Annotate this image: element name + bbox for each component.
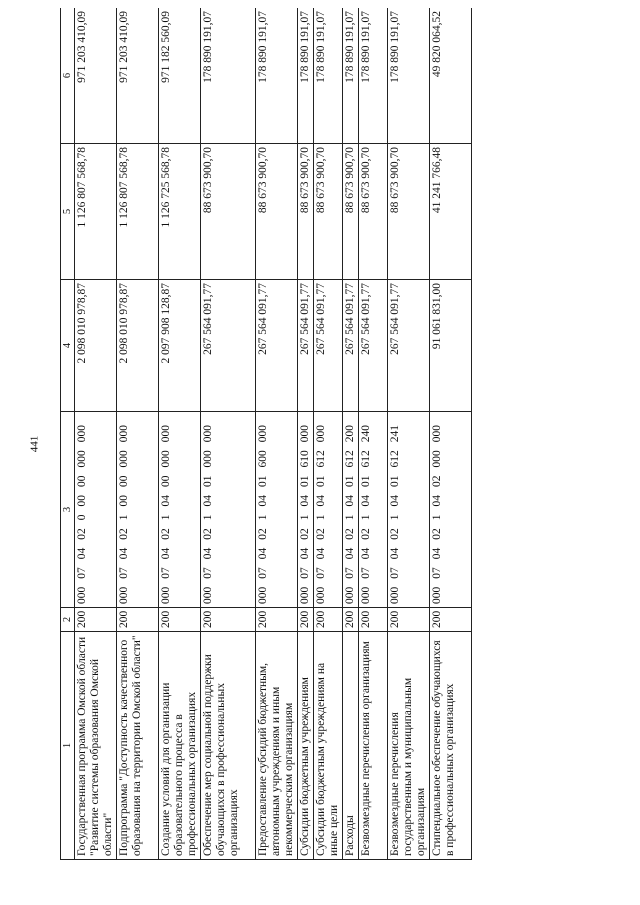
table-row (201, 8, 256, 860)
code-segment: 612 (360, 450, 372, 468)
code-segment: 000 (299, 425, 311, 443)
code-segment: 02 (389, 528, 401, 540)
code-segment: 000 (76, 425, 88, 443)
row-amount-col-4: 2 098 010 978,87 (75, 280, 117, 412)
row-classification-code-cell (75, 412, 117, 608)
table-row (359, 8, 388, 860)
page-number: 441 (28, 435, 41, 453)
row-amount-col-4: 267 564 091,77 (359, 280, 388, 412)
code-segment: 000 (118, 450, 130, 468)
code-segment: 07 (344, 567, 356, 579)
code-segment: 000 (344, 586, 356, 604)
code-segment: 01 (360, 475, 372, 487)
code-segment: 01 (257, 475, 269, 487)
header-col-2: 2 (61, 608, 75, 632)
row-amount-col-6: 971 203 410,09 (75, 8, 117, 144)
row-amount-col-6: 178 890 191,07 (388, 8, 430, 144)
row-amount-col-6: 971 203 410,09 (117, 8, 159, 144)
row-name-cell: Субсидии бюджетным учреждениям (298, 632, 314, 860)
row-name-cell: Расходы (343, 632, 359, 860)
row-amount-col-5: 88 673 900,70 (201, 144, 256, 280)
row-classification-code-cell (298, 412, 314, 608)
rotated-page-area (60, 8, 625, 860)
code-segment: 02 (315, 528, 327, 540)
row-amount-col-5: 1 126 807 568,78 (75, 144, 117, 280)
row-amount-col-6: 178 890 191,07 (256, 8, 298, 144)
code-segment: 02 (76, 528, 88, 540)
row-classification-code-cell (117, 412, 159, 608)
row-amount-col-6: 178 890 191,07 (343, 8, 359, 144)
code-segment: 01 (299, 475, 311, 487)
row-admin-code-cell: 200 (75, 608, 117, 632)
header-col-1: 1 (61, 632, 75, 860)
row-name-cell: Безвозмездные перечисления государственным и муниципальным организациям (388, 632, 430, 860)
code-segment: 241 (389, 425, 401, 443)
row-name-cell: Создание условий для организации образовательного процесса в профессиональных организациях (159, 632, 201, 860)
code-segment: 02 (344, 528, 356, 540)
row-classification-code-cell (359, 412, 388, 608)
code-segment: 04 (118, 547, 130, 560)
row-amount-col-4: 267 564 091,77 (388, 280, 430, 412)
row-name-cell: Государственная программа Омской области "Развитие системы образования Омской области" (75, 632, 117, 860)
code-segment: 000 (299, 586, 311, 604)
code-segment: 04 (344, 547, 356, 560)
row-classification-code-cell (256, 412, 298, 608)
row-admin-code-cell: 200 (117, 608, 159, 632)
table-row (314, 8, 343, 860)
code-segment: 04 (315, 495, 327, 507)
code-segment: 07 (431, 567, 443, 579)
code-segment: 04 (315, 547, 327, 560)
code-segment: 240 (360, 425, 372, 443)
code-segment: 1 (315, 514, 327, 521)
code-segment: 0 (76, 514, 88, 521)
code-segment: 000 (431, 425, 443, 443)
code-segment: 00 (160, 475, 172, 487)
code-segment: 02 (257, 528, 269, 540)
row-amount-col-6: 178 890 191,07 (359, 8, 388, 144)
code-segment: 04 (360, 495, 372, 507)
row-amount-col-5: 1 126 807 568,78 (117, 144, 159, 280)
row-classification-code-cell (388, 412, 430, 608)
code-segment: 07 (299, 567, 311, 579)
code-segment: 000 (389, 586, 401, 604)
code-segment: 04 (160, 495, 172, 507)
row-amount-col-4: 2 098 010 978,87 (117, 280, 159, 412)
code-segment: 02 (299, 528, 311, 540)
row-amount-col-4: 267 564 091,77 (298, 280, 314, 412)
code-segment: 02 (431, 528, 443, 540)
row-amount-col-5: 88 673 900,70 (256, 144, 298, 280)
row-admin-code-cell: 200 (359, 608, 388, 632)
code-segment: 04 (160, 547, 172, 560)
code-segment: 01 (202, 475, 214, 487)
code-segment: 04 (257, 495, 269, 507)
code-segment: 04 (389, 547, 401, 560)
code-segment: 000 (257, 425, 269, 443)
code-segment: 000 (160, 450, 172, 468)
row-amount-col-6: 178 890 191,07 (201, 8, 256, 144)
code-segment: 000 (315, 586, 327, 604)
row-classification-code-cell (343, 412, 359, 608)
code-segment: 000 (76, 450, 88, 468)
code-segment: 04 (431, 547, 443, 560)
code-segment: 01 (315, 475, 327, 487)
row-amount-col-6: 49 820 064,52 (430, 8, 472, 144)
code-segment: 04 (257, 547, 269, 560)
row-admin-code-cell: 200 (298, 608, 314, 632)
row-admin-code-cell: 200 (159, 608, 201, 632)
code-segment: 00 (76, 495, 88, 507)
code-segment: 01 (389, 475, 401, 487)
code-segment: 1 (389, 514, 401, 521)
row-admin-code-cell: 200 (430, 608, 472, 632)
code-segment: 00 (76, 475, 88, 487)
code-segment: 200 (344, 425, 356, 443)
row-amount-col-4: 2 097 908 128,87 (159, 280, 201, 412)
header-row (61, 8, 75, 860)
row-amount-col-4: 267 564 091,77 (256, 280, 298, 412)
row-name-cell: Субсидии бюджетным учреждениям на иные цели (314, 632, 343, 860)
row-name-cell: Стипендиальное обеспечение обучающихся в профессиональных организациях (430, 632, 472, 860)
budget-table-sheet (60, 8, 625, 860)
code-segment: 000 (257, 586, 269, 604)
row-classification-code-cell (430, 412, 472, 608)
code-segment: 04 (299, 547, 311, 560)
code-segment: 07 (118, 567, 130, 579)
code-segment: 04 (299, 495, 311, 507)
row-admin-code-cell: 200 (201, 608, 256, 632)
code-segment: 000 (431, 586, 443, 604)
code-segment: 1 (160, 514, 172, 521)
code-segment: 000 (160, 425, 172, 443)
row-name-cell: Предоставление субсидий бюджетным, автономным учреждениям и иным некоммерческим организациям (256, 632, 298, 860)
code-segment: 1 (344, 514, 356, 521)
code-segment: 04 (431, 495, 443, 507)
code-segment: 01 (344, 475, 356, 487)
row-classification-code-cell (314, 412, 343, 608)
row-amount-col-4: 267 564 091,77 (314, 280, 343, 412)
code-segment: 07 (315, 567, 327, 579)
code-segment: 04 (344, 495, 356, 507)
header-col-4: 4 (61, 280, 75, 412)
budget-table (60, 8, 472, 860)
code-segment: 000 (431, 450, 443, 468)
code-segment: 000 (118, 425, 130, 443)
table-row (159, 8, 201, 860)
row-amount-col-4: 91 061 831,00 (430, 280, 472, 412)
code-segment: 02 (202, 528, 214, 540)
header-col-6: 6 (61, 8, 75, 144)
row-amount-col-6: 178 890 191,07 (298, 8, 314, 144)
row-amount-col-6: 178 890 191,07 (314, 8, 343, 144)
row-amount-col-5: 88 673 900,70 (314, 144, 343, 280)
code-segment: 04 (76, 547, 88, 560)
code-segment: 1 (118, 514, 130, 521)
code-segment: 00 (118, 495, 130, 507)
row-name-cell: Обеспечение мер социальной поддержки обучающихся в профессиональных организациях (201, 632, 256, 860)
row-admin-code-cell: 200 (256, 608, 298, 632)
code-segment: 07 (360, 567, 372, 579)
code-segment: 1 (431, 514, 443, 521)
table-row (298, 8, 314, 860)
code-segment: 000 (202, 425, 214, 443)
code-segment: 04 (389, 495, 401, 507)
row-classification-code-cell (159, 412, 201, 608)
table-row (343, 8, 359, 860)
code-segment: 1 (360, 514, 372, 521)
table-row (430, 8, 472, 860)
code-segment: 600 (257, 450, 269, 468)
code-segment: 000 (315, 425, 327, 443)
code-segment: 07 (257, 567, 269, 579)
row-amount-col-5: 88 673 900,70 (359, 144, 388, 280)
code-segment: 07 (389, 567, 401, 579)
row-amount-col-5: 1 126 725 568,78 (159, 144, 201, 280)
row-amount-col-5: 41 241 766,48 (430, 144, 472, 280)
code-segment: 07 (202, 567, 214, 579)
row-amount-col-6: 971 182 560,09 (159, 8, 201, 144)
code-segment: 000 (160, 586, 172, 604)
row-admin-code-cell: 200 (388, 608, 430, 632)
code-segment: 00 (118, 475, 130, 487)
code-segment: 000 (118, 586, 130, 604)
row-name-cell: Безвозмездные перечисления организациям (359, 632, 388, 860)
row-admin-code-cell: 200 (314, 608, 343, 632)
table-row (117, 8, 159, 860)
code-segment: 612 (315, 450, 327, 468)
code-segment: 02 (118, 528, 130, 540)
header-col-5: 5 (61, 144, 75, 280)
table-body (75, 8, 472, 860)
code-segment: 000 (360, 586, 372, 604)
code-segment: 02 (160, 528, 172, 540)
row-amount-col-5: 88 673 900,70 (298, 144, 314, 280)
row-amount-col-4: 267 564 091,77 (201, 280, 256, 412)
code-segment: 02 (431, 475, 443, 487)
row-admin-code-cell: 200 (343, 608, 359, 632)
code-segment: 000 (202, 450, 214, 468)
code-segment: 612 (344, 450, 356, 468)
code-segment: 07 (76, 567, 88, 579)
row-amount-col-5: 88 673 900,70 (388, 144, 430, 280)
code-segment: 04 (202, 547, 214, 560)
code-segment: 04 (360, 547, 372, 560)
code-segment: 1 (257, 514, 269, 521)
code-segment: 07 (160, 567, 172, 579)
table-row (388, 8, 430, 860)
code-segment: 1 (202, 514, 214, 521)
row-amount-col-4: 267 564 091,77 (343, 280, 359, 412)
row-classification-code-cell (201, 412, 256, 608)
code-segment: 000 (202, 586, 214, 604)
table-row (75, 8, 117, 860)
row-name-cell: Подпрограмма "Доступность качественного образования на территории Омской области" (117, 632, 159, 860)
code-segment: 02 (360, 528, 372, 540)
table-row (256, 8, 298, 860)
header-col-3: 3 (61, 412, 75, 608)
code-segment: 000 (76, 586, 88, 604)
code-segment: 1 (299, 514, 311, 521)
code-segment: 612 (389, 450, 401, 468)
row-amount-col-5: 88 673 900,70 (343, 144, 359, 280)
code-segment: 04 (202, 495, 214, 507)
code-segment: 610 (299, 450, 311, 468)
